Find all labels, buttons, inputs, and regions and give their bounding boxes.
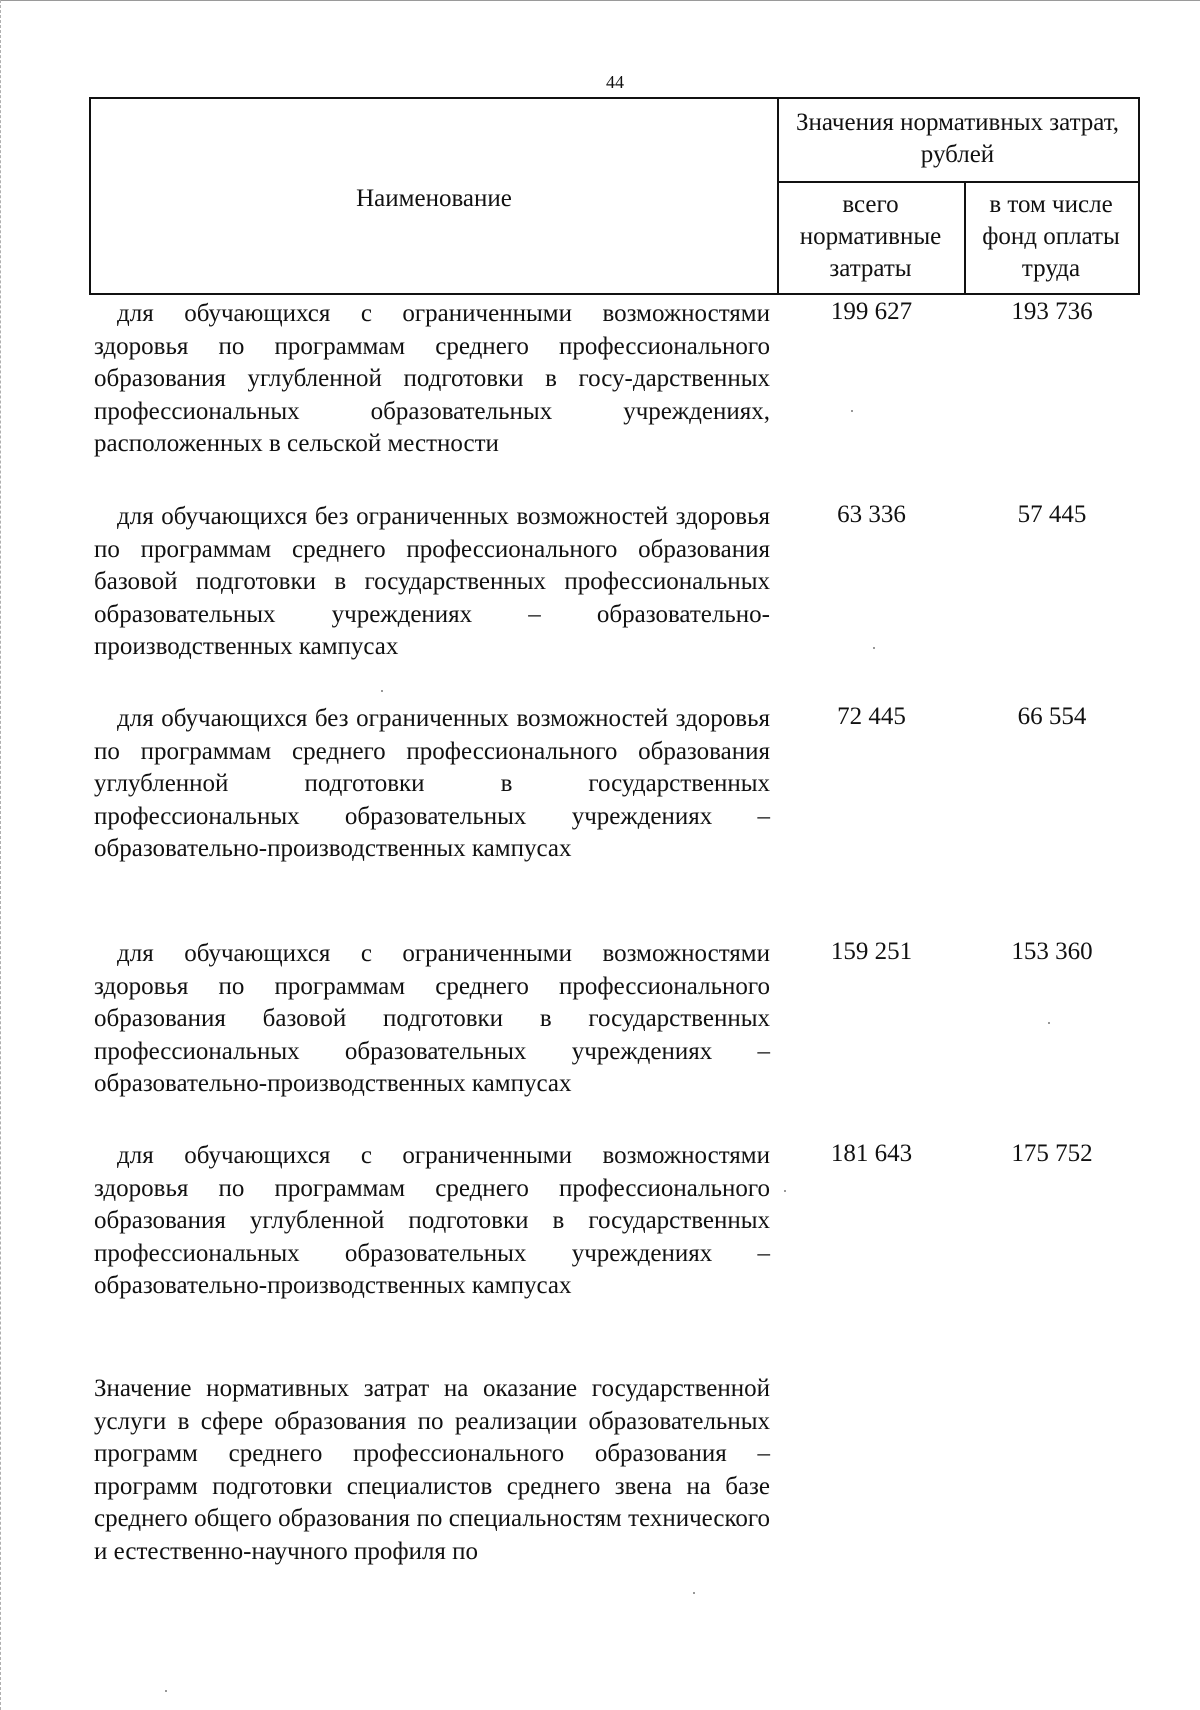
table-row-1-total: 199 627 (830, 298, 913, 325)
table-row-4-text: для обучающихся с ограниченными возможностями здоровья по программам среднего профессионального образования базовой подготовки в государственных профессиональных образовательных учреждениях – образовательно-производственных кампусах (94, 940, 770, 1098)
scan-speck (784, 1190, 786, 1192)
table-row-2-text: для обучающихся без ограниченных возможностей здоровья по программам среднего профессионального образования базовой подготовки в государственных профессиональных образовательных учреждениях – образовательно-производственных кампусах (94, 503, 770, 661)
scan-top-edge (0, 0, 1200, 1)
scan-speck (381, 690, 383, 692)
header-name-label: Наименование (356, 185, 512, 212)
scan-speck (165, 1690, 167, 1692)
table-row-3-text: для обучающихся без ограниченных возможностей здоровья по программам среднего профессионального образования углубленной подготовки в государственных профессиональных образовательных учреждениях – образовательно-производственных кампусах (94, 705, 770, 863)
header-total-cell (777, 181, 966, 295)
header-fund-label: в том числе фонд оплаты труда (982, 191, 1120, 282)
table-row-4-total: 159 251 (830, 938, 913, 965)
table-row-2-fund: 57 445 (1017, 501, 1087, 528)
table-row-1-fund: 193 736 (1011, 298, 1093, 325)
table-row-2-total: 63 336 (837, 501, 906, 528)
header-values-cell (777, 97, 1140, 183)
scan-left-edge (0, 0, 1, 1710)
scan-speck (873, 647, 875, 649)
table-row-3-total: 72 445 (837, 703, 906, 730)
header-name-cell (89, 97, 779, 295)
header-total-label: всего нормативные затраты (799, 191, 942, 282)
section-heading-text: Значение нормативных затрат на оказание государственной услуги в сфере образования по реализации образовательных программ среднего профессионального образования – программ подготовки специалистов среднего звена на базе среднего общего образования по специальностям технического и естественно-научного профиля по (94, 1375, 770, 1565)
header-fund-cell (964, 181, 1140, 295)
table-row-3-fund: 66 554 (1017, 703, 1087, 730)
table-row-5-total: 181 643 (830, 1140, 913, 1167)
table-row-5-fund: 175 752 (1011, 1140, 1093, 1167)
scan-speck (1048, 1022, 1050, 1024)
table-row-4-fund: 153 360 (1011, 938, 1093, 965)
table-row-5-text: для обучающихся с ограниченными возможностями здоровья по программам среднего профессионального образования углубленной подготовки в государственных профессиональных образовательных учреждениях – образовательно-производственных кампусах (94, 1142, 770, 1300)
scan-speck (851, 410, 853, 412)
header-values-label: Значения нормативных затрат, рублей (795, 109, 1120, 168)
scan-speck (693, 1592, 695, 1594)
page-number: 44 (606, 72, 624, 92)
table-row-1-text: для обучающихся с ограниченными возможностями здоровья по программам среднего профессионального образования углубленной подготовки в госу-дарственных профессиональных образовательных учреждениях, расположенных в сельской местности (94, 300, 770, 458)
